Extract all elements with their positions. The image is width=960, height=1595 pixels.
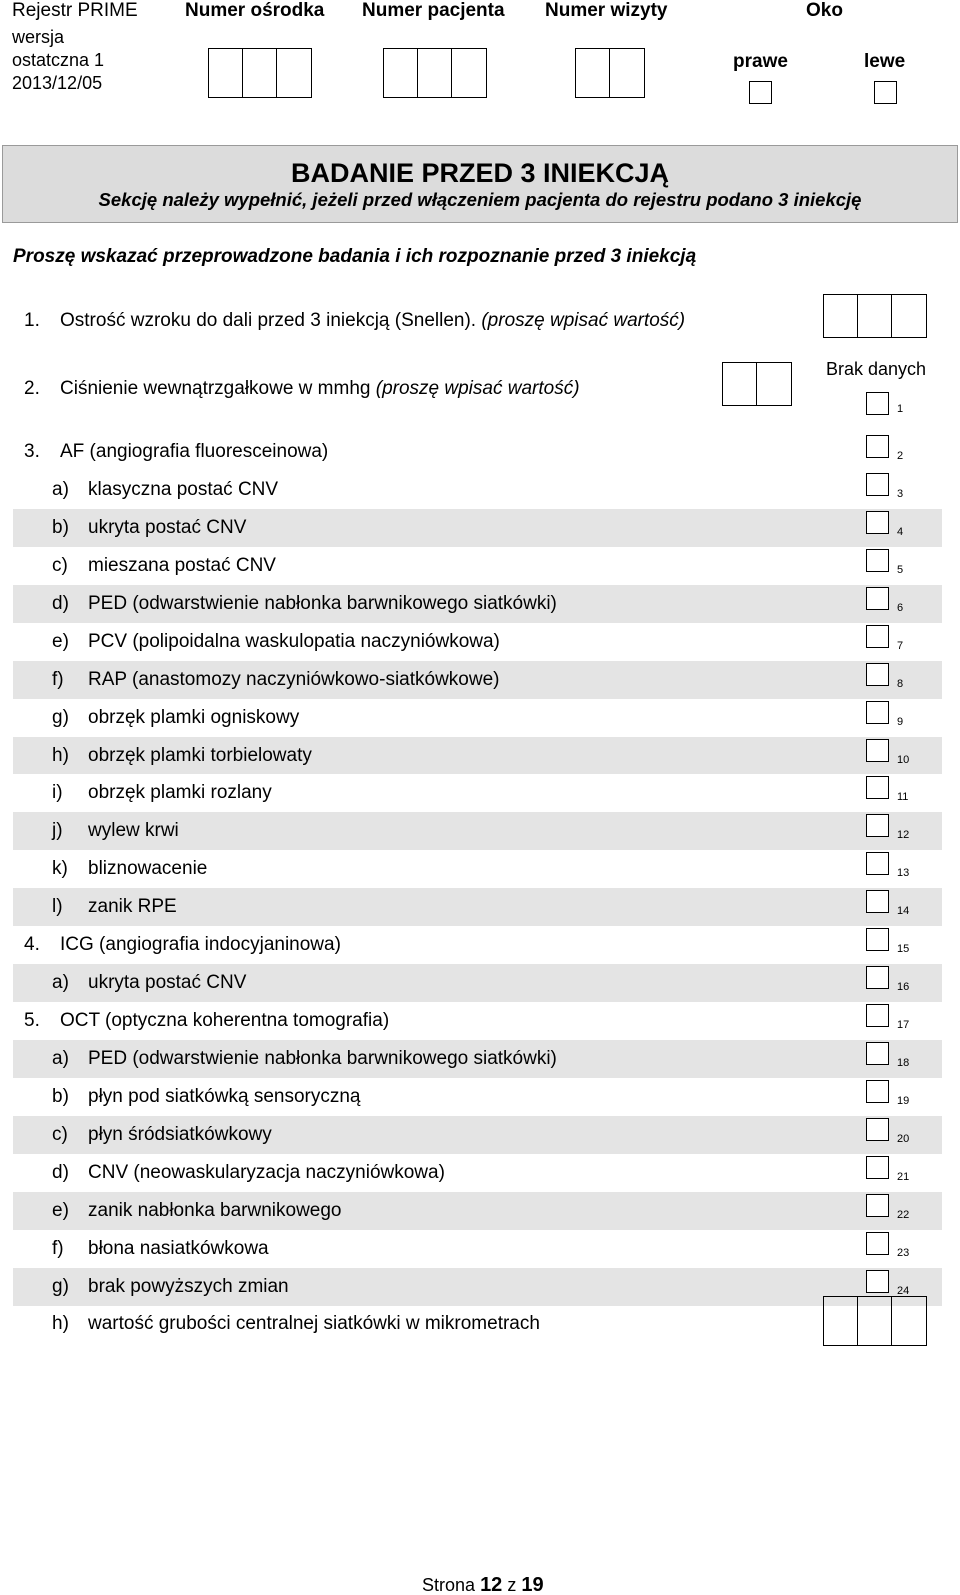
center-number-boxes[interactable] (208, 48, 312, 98)
row-number: g) (52, 1275, 69, 1297)
row-label: płyn śródsiatkówkowy (88, 1123, 272, 1145)
option-code: 24 (897, 1284, 910, 1297)
digit-box[interactable] (243, 49, 277, 97)
row-label: płyn pod siatkówką sensoryczną (88, 1085, 361, 1107)
section-banner (2, 145, 958, 223)
q1-label (60, 309, 685, 333)
option-code: 3 (897, 487, 904, 500)
digit-box[interactable] (610, 49, 644, 97)
finding-checkbox[interactable] (866, 1232, 889, 1255)
finding-row (13, 812, 942, 850)
row-number: c) (52, 1123, 68, 1145)
finding-checkbox[interactable] (866, 966, 889, 989)
row-number: f) (52, 668, 64, 690)
finding-checkbox[interactable] (866, 1156, 889, 1179)
finding-checkbox[interactable] (866, 928, 889, 951)
total-pages: 19 (521, 1574, 544, 1595)
finding-row (13, 585, 942, 623)
visit-number-label: Numer wizyty (545, 0, 668, 21)
finding-row (13, 1268, 942, 1306)
row-label: ICG (angiografia indocyjaninowa) (60, 934, 341, 956)
row-label: PCV (polipoidalna waskulopatia naczyniówkowa) (88, 630, 500, 652)
finding-checkbox[interactable] (866, 435, 889, 458)
q1-number: 1. (24, 310, 40, 331)
finding-row (13, 1154, 942, 1192)
option-code: 21 (897, 1170, 910, 1183)
row-label: obrzęk plamki torbielowaty (88, 744, 312, 766)
finding-row (13, 1230, 942, 1268)
page-prefix: Strona (422, 1575, 476, 1595)
option-code: 16 (897, 981, 910, 994)
row-label: OCT (optyczna koherentna tomografia) (60, 1010, 390, 1032)
row-number: d) (52, 592, 69, 614)
right-eye-label: prawe (733, 51, 788, 72)
version-line: wersja (12, 27, 65, 47)
finding-checkbox[interactable] (866, 625, 889, 648)
option-code: 8 (897, 677, 904, 690)
row-label: brak powyższych zmian (88, 1275, 289, 1297)
finding-checkbox[interactable] (866, 890, 889, 913)
finding-checkbox[interactable] (866, 1004, 889, 1027)
option-code: 15 (897, 943, 910, 956)
digit-box[interactable] (757, 363, 791, 405)
finding-row (13, 1002, 942, 1040)
patient-number-boxes[interactable] (383, 48, 487, 98)
finding-checkbox[interactable] (866, 473, 889, 496)
digit-box[interactable] (824, 1297, 858, 1345)
finding-row (13, 509, 942, 547)
finding-checkbox[interactable] (866, 739, 889, 762)
row-number: j) (52, 820, 63, 842)
row-number: 5. (24, 1010, 40, 1032)
option-code: 18 (897, 1057, 910, 1069)
row-label: wylew krwi (88, 820, 179, 842)
digit-box[interactable] (723, 363, 757, 405)
instruction-text: Proszę wskazać przeprowadzone badania i ich rozpoznanie przed 3 iniekcją (13, 246, 697, 267)
finding-row (13, 774, 942, 812)
findings-list (13, 433, 942, 1306)
row-label: mieszana postać CNV (88, 554, 276, 576)
page-number (422, 1574, 544, 1595)
row-label: zanik RPE (88, 896, 177, 918)
visit-number-boxes[interactable] (575, 48, 645, 98)
finding-row (13, 547, 942, 585)
row-number: e) (52, 630, 69, 652)
finding-row (13, 926, 942, 964)
row-label: PED (odwarstwienie nabłonka barwnikowego siatkówki) (88, 1048, 557, 1069)
left-eye-checkbox[interactable] (874, 81, 897, 104)
finding-checkbox[interactable] (866, 776, 889, 799)
digit-box[interactable] (384, 49, 418, 97)
finding-row (13, 661, 942, 699)
current-page: 12 (480, 1574, 503, 1595)
finding-row (13, 1192, 942, 1230)
central-thickness-label: wartość grubości centralnej siatkówki w mikrometrach (88, 1313, 540, 1334)
finding-checkbox[interactable] (866, 511, 889, 534)
row-label: zanik nabłonka barwnikowego (88, 1199, 342, 1221)
option-code: 4 (897, 525, 904, 538)
finding-checkbox[interactable] (866, 701, 889, 724)
finding-row (13, 964, 942, 1002)
finding-checkbox[interactable] (866, 814, 889, 837)
digit-box[interactable] (824, 295, 858, 337)
option-code: 2 (897, 450, 904, 462)
digit-box[interactable] (858, 295, 892, 337)
finding-row (13, 1078, 942, 1116)
finding-row (13, 888, 942, 926)
finding-row (13, 737, 942, 775)
row-label: ukryta postać CNV (88, 972, 247, 994)
row-label: AF (angiografia fluoresceinowa) (60, 441, 329, 462)
option-code: 7 (897, 639, 904, 652)
row-number: a) (52, 972, 69, 994)
option-code: 10 (897, 753, 910, 766)
row-label: PED (odwarstwienie nabłonka barwnikowego siatkówki) (88, 592, 557, 614)
section-title: BADANIE PRZED 3 INIEKCJĄ (290, 158, 670, 188)
row-number: c) (52, 554, 68, 576)
row-number: h) (52, 1313, 69, 1334)
row-number: a) (52, 478, 69, 500)
row-number: d) (52, 1161, 69, 1183)
option-code: 23 (897, 1246, 910, 1259)
finding-row (13, 433, 942, 471)
row-label: obrzęk plamki ogniskowy (88, 706, 300, 728)
section-subtitle: Sekcję należy wypełnić, jeżeli przed włączeniem pacjenta do rejestru podano 3 iniekcję (98, 189, 862, 210)
finding-checkbox[interactable] (866, 1042, 889, 1065)
right-eye-checkbox[interactable] (749, 81, 772, 104)
digit-box[interactable] (418, 49, 452, 97)
option-code: 9 (897, 715, 904, 728)
finding-checkbox[interactable] (866, 587, 889, 610)
option-code: 12 (897, 829, 910, 842)
finding-checkbox[interactable] (866, 1118, 889, 1141)
row-label: bliznowacenie (88, 858, 208, 880)
iop-boxes[interactable] (722, 362, 792, 406)
option-code: 14 (897, 905, 910, 918)
finding-row (13, 1040, 942, 1078)
digit-box[interactable] (277, 49, 311, 97)
option-code: 11 (897, 791, 909, 804)
patient-number-label: Numer pacjenta (362, 0, 505, 21)
left-eye-label: lewe (864, 51, 906, 72)
digit-box[interactable] (892, 295, 926, 337)
registry-name: Rejestr PRIME (12, 0, 138, 21)
visual-acuity-boxes[interactable] (823, 294, 927, 338)
row-number: f) (52, 1237, 64, 1259)
version-line: 2013/12/05 (12, 73, 103, 93)
finding-row (13, 1116, 942, 1154)
digit-box[interactable] (858, 1297, 892, 1345)
option-code: 13 (897, 867, 910, 880)
option-code: 17 (897, 1019, 910, 1032)
finding-checkbox[interactable] (866, 1270, 889, 1293)
row-label: ukryta postać CNV (88, 516, 247, 538)
row-number: h) (52, 744, 69, 766)
row-number: l) (52, 896, 63, 918)
finding-row (13, 850, 942, 888)
row-number: 3. (24, 441, 40, 462)
center-number-label: Numer ośrodka (185, 0, 325, 21)
row-label: CNV (neowaskularyzacja naczyniówkowa) (88, 1161, 445, 1183)
option-code: 20 (897, 1132, 910, 1145)
finding-row (13, 471, 942, 509)
option-code: 19 (897, 1094, 910, 1107)
row-number: b) (52, 516, 69, 538)
row-number: 4. (24, 934, 40, 956)
version-line: ostatczna 1 (12, 50, 105, 70)
option-code: 5 (897, 563, 904, 576)
finding-row (13, 699, 942, 737)
row-number: b) (52, 1085, 69, 1107)
finding-checkbox[interactable] (866, 1194, 889, 1217)
central-thickness-boxes[interactable] (823, 1296, 927, 1346)
row-label: obrzęk plamki rozlany (88, 782, 272, 804)
finding-checkbox[interactable] (866, 1080, 889, 1103)
row-number: i) (52, 782, 63, 804)
row-number: e) (52, 1199, 69, 1221)
q2-number: 2. (24, 378, 40, 399)
finding-row (13, 623, 942, 661)
row-number: a) (52, 1048, 69, 1069)
q2-label (60, 377, 580, 401)
eye-label: Oko (806, 0, 843, 21)
digit-box[interactable] (576, 49, 610, 97)
digit-box[interactable] (892, 1297, 926, 1345)
q1-hint: (proszę wpisać wartość) (481, 310, 686, 331)
page-sep: z (507, 1575, 517, 1595)
q1-text: Ostrość wzroku do dali przed 3 iniekcją (Snellen). (60, 310, 477, 331)
digit-box[interactable] (452, 49, 486, 97)
row-label: błona nasiatkówkowa (88, 1237, 269, 1259)
finding-checkbox[interactable] (866, 549, 889, 572)
q2-text: Ciśnienie wewnątrzgałkowe w mmhg (60, 378, 371, 399)
finding-checkbox[interactable] (866, 852, 889, 875)
q2-hint: (proszę wpisać wartość) (375, 378, 580, 399)
row-label: klasyczna postać CNV (88, 478, 279, 500)
option-code: 1 (897, 403, 904, 415)
digit-box[interactable] (209, 49, 243, 97)
row-number: g) (52, 706, 69, 728)
finding-checkbox[interactable] (866, 663, 889, 686)
no-data-label: Brak danych (826, 359, 927, 379)
option-code: 6 (897, 601, 904, 614)
option-code: 22 (897, 1208, 910, 1221)
no-data-checkbox[interactable] (866, 392, 889, 415)
row-label: RAP (anastomozy naczyniówkowo-siatkówkowe) (88, 668, 500, 690)
form-version (12, 26, 104, 95)
row-number: k) (52, 858, 68, 880)
